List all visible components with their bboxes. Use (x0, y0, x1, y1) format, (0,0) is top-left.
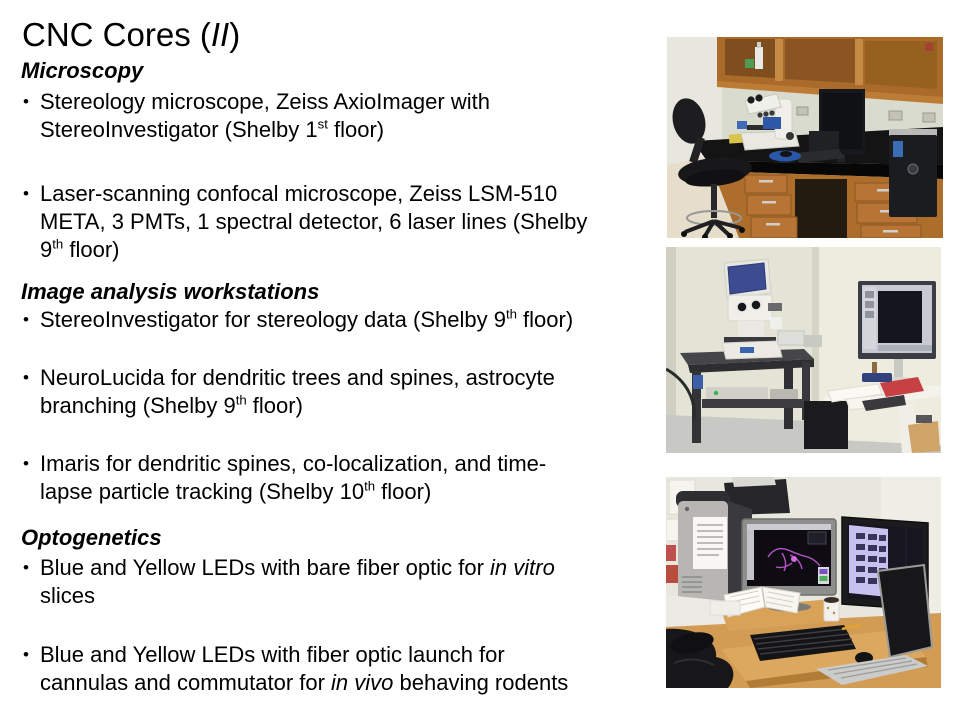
coffee-cup (824, 597, 839, 621)
bullet-neurolucida: • NeuroLucida for dendritic trees and spines, astrocyte branching (Shelby 9th floor) (23, 365, 555, 418)
small-box (710, 601, 740, 615)
blue-box (862, 373, 892, 382)
photo-confocal-room (666, 247, 941, 453)
photo-stereology-lab (667, 37, 943, 238)
shelf-item (925, 43, 933, 51)
bullet-stereoinvestigator: • StereoInvestigator for stereology data (Shelby 9th floor) (23, 306, 574, 332)
photo-analysis-workstation (666, 477, 941, 688)
title-emphasis: II (210, 16, 230, 53)
bullet-marker: • (23, 558, 29, 577)
bullet-marker: • (23, 184, 29, 203)
bullet-marker: • (23, 92, 29, 111)
bullet-marker: • (23, 645, 29, 664)
photo-stereology-lab-art (667, 37, 943, 238)
photo-confocal-room-art (666, 247, 941, 453)
computer-tower (889, 129, 937, 217)
cardboard-box (908, 421, 940, 453)
desk-clutter (916, 415, 932, 423)
section-heading-microscopy: Microscopy (21, 58, 144, 83)
photo-analysis-workstation-art (666, 477, 941, 688)
bullet-marker: • (23, 454, 29, 473)
bullet-leds-in-vitro: • Blue and Yellow LEDs with bare fiber optic for in vitro slices (23, 555, 555, 608)
section-heading-optogenetics: Optogenetics (21, 525, 162, 550)
trace-node (791, 556, 797, 562)
bullet-confocal-microscope: • Laser-scanning confocal microscope, Zeiss LSM-510 META, 3 PMTs, 1 spectral detector, 6 laser lines (Shelby 9th floor) (23, 181, 588, 262)
palette-window (818, 567, 829, 584)
page-title: CNC Cores (II) (22, 16, 241, 53)
computer-tower (676, 491, 752, 601)
mousepad (769, 151, 801, 162)
bullet-imaris: • Imaris for dendritic spines, co-localization, and time- lapse particle tracking (Shelby 10th floor) (23, 451, 547, 504)
small-bottle (872, 362, 877, 373)
computer-tower (804, 401, 848, 449)
bullet-stereology-microscope: • Stereology microscope, Zeiss AxioImager with StereoInvestigator (Shelby 1st floor) (23, 89, 490, 142)
bullet-leds-in-vivo: • Blue and Yellow LEDs with fiber optic launch for cannulas and commutator for in vivo behaving rodents (23, 642, 569, 695)
bullet-marker: • (23, 368, 29, 387)
bullet-marker: • (23, 310, 29, 329)
section-heading-image-analysis: Image analysis workstations (21, 279, 320, 304)
